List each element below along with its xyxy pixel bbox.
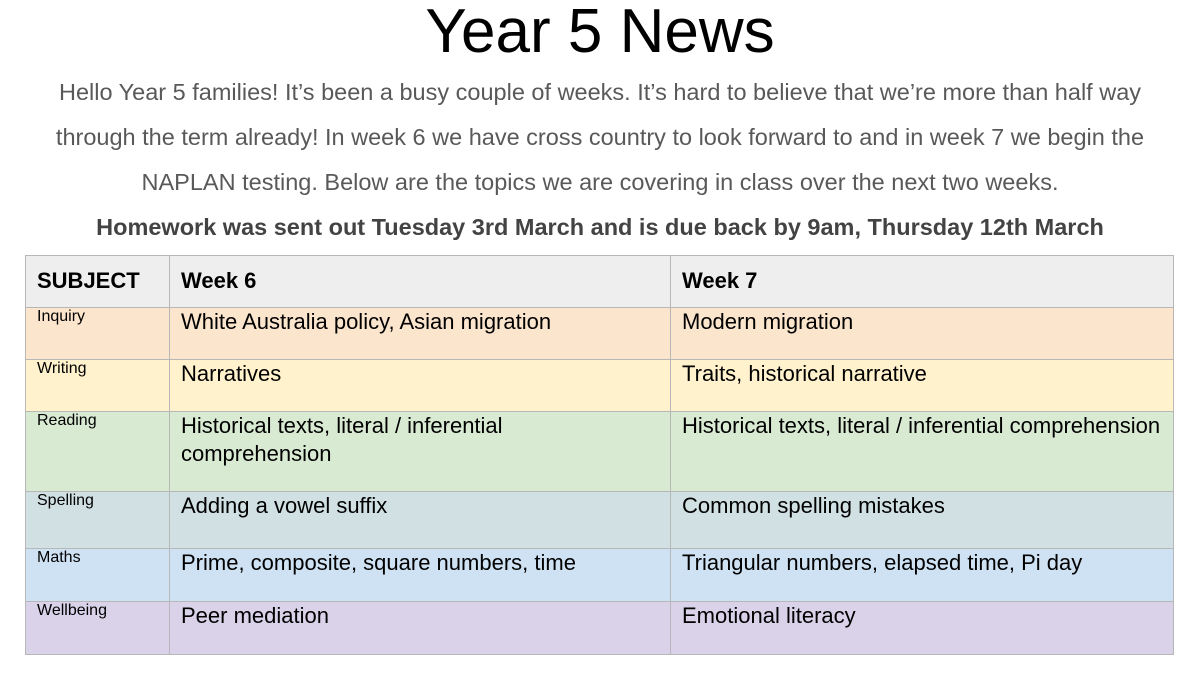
table-row [26,602,1174,655]
topics-table [25,255,1174,655]
subject-cell: Reading [26,412,170,492]
week-7-cell: Common spelling mistakes [671,492,1174,549]
table-row [26,360,1174,412]
week-6-cell: Narratives [170,360,671,412]
intro-paragraph: Hello Year 5 families! It’s been a busy couple of weeks. It’s hard to believe that we’re more than half way through the term already! In week 6 we have cross country to look forward to and in week 7 we begin the NAPLAN testing. Below are the topics we are covering in class over the next two weeks. [55,79,1145,195]
week-6-cell: White Australia policy, Asian migration [170,308,671,360]
page-title: Year 5 News [425,0,775,66]
table-row [26,308,1174,360]
header-subject: SUBJECT [26,256,170,308]
week-6-cell: Prime, composite, square numbers, time [170,549,671,602]
week-6-cell: Adding a vowel suffix [170,492,671,549]
week-7-cell: Traits, historical narrative [671,360,1174,412]
subject-cell: Inquiry [26,308,170,360]
week-7-cell: Triangular numbers, elapsed time, Pi day [671,549,1174,602]
subject-cell: Wellbeing [26,602,170,655]
table-row [26,492,1174,549]
week-6-cell: Historical texts, literal / inferential comprehension [170,412,671,492]
table-header-row [26,256,1174,308]
subject-cell: Writing [26,360,170,412]
header-week-6: Week 6 [170,256,671,308]
homework-notice: Homework was sent out Tuesday 3rd March and is due back by 9am, Thursday 12th March [96,214,1104,240]
week-6-cell: Peer mediation [170,602,671,655]
week-7-cell: Modern migration [671,308,1174,360]
subject-cell: Spelling [26,492,170,549]
table-row [26,412,1174,492]
week-7-cell: Historical texts, literal / inferential comprehension [671,412,1174,492]
table-row [26,549,1174,602]
header-week-7: Week 7 [671,256,1174,308]
week-7-cell: Emotional literacy [671,602,1174,655]
subject-cell: Maths [26,549,170,602]
